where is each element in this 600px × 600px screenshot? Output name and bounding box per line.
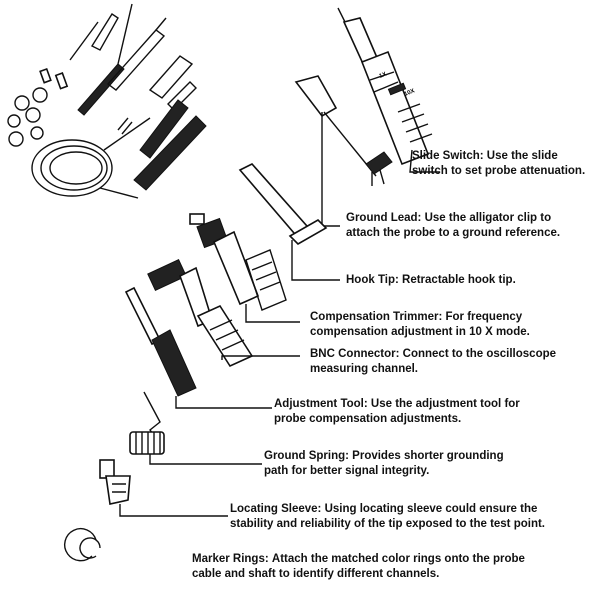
callout-desc-line2: path for better signal integrity. [264, 465, 430, 477]
callout-ground-lead [346, 211, 560, 241]
callout-term: Ground Spring: [264, 450, 349, 462]
callout-term: BNC Connector: [310, 348, 400, 360]
callout-desc-line2: stability and reliability of the tip exposed to the test point. [230, 518, 546, 530]
callout-desc: Use the alligator clip to [424, 212, 552, 224]
callout-desc: Use the adjustment tool for [370, 398, 520, 410]
marker-rings-cluster [8, 69, 67, 146]
callout-desc: Provides shorter grounding [352, 450, 504, 462]
callout-marker-rings [192, 552, 525, 582]
callout-desc-line2: switch to set probe attenuation. [412, 165, 586, 177]
callout-term: Adjustment Tool: [274, 398, 368, 410]
callout-desc: Use the slide [486, 150, 558, 162]
callout-ground-spring [264, 449, 504, 479]
callout-desc-line2: compensation adjustment in 10 X mode. [310, 326, 530, 338]
callout-term: Hook Tip: [346, 274, 399, 286]
callout-term: Ground Lead: [346, 212, 422, 224]
callout-term: Compensation Trimmer: [310, 311, 443, 323]
kit-overview-group [8, 4, 206, 198]
callout-hook-tip [346, 273, 516, 288]
kit-probe-bodies [70, 4, 206, 190]
switch-label-10x: 10X [403, 88, 416, 98]
switch-label-1x: 1X [378, 71, 388, 80]
callout-compensation-trimmer [310, 310, 530, 340]
locating-sleeve [100, 460, 228, 516]
callout-desc: Attach the matched color rings onto the probe [271, 553, 525, 565]
hook-tip [240, 164, 340, 280]
ground-spring [130, 392, 262, 464]
callout-locating-sleeve [230, 502, 545, 532]
callout-desc-line2: measuring channel. [310, 363, 419, 375]
marker-ring-large [65, 529, 100, 561]
callout-desc: Retractable hook tip. [402, 274, 516, 286]
callout-slide-switch [412, 149, 585, 179]
callout-term: Slide Switch: [412, 150, 484, 162]
callout-term: Locating Sleeve: [230, 503, 322, 515]
callout-desc-line2: attach the probe to a ground reference. [346, 227, 561, 239]
callout-desc-line2: probe compensation adjustments. [274, 413, 462, 425]
coiled-cable [32, 118, 150, 198]
callout-desc: Connect to the oscilloscope [402, 348, 557, 360]
callout-desc: Using locating sleeve could ensure the [324, 503, 538, 515]
callout-adjustment-tool [274, 397, 520, 427]
callout-term: Marker Rings: [192, 553, 269, 565]
callout-desc: For frequency [445, 311, 523, 323]
callout-bnc-connector [310, 347, 556, 377]
callout-desc-line2: cable and shaft to identify different channels. [192, 568, 440, 580]
